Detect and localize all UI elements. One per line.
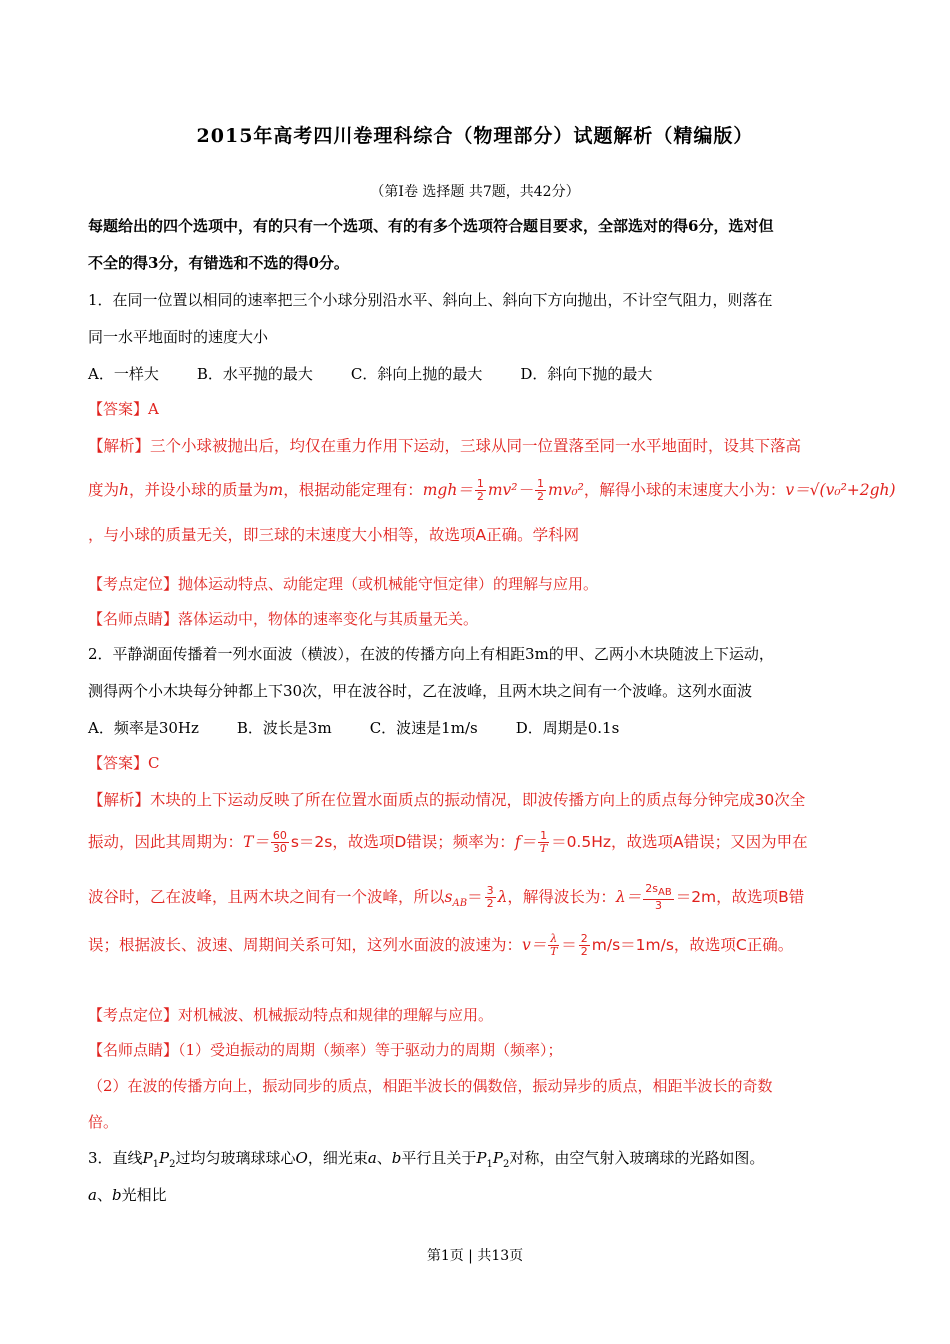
q2-analysis-line-4: 误；根据波长、波速、周期间关系可知，这列水面波的波速为：v＝ $\frac{\lambda}{T}$ ＝ $\frac{2}{2}$ m/s＝1m/s，故选项C正确。 (88, 932, 794, 958)
document-title: 2015年高考四川卷理科综合（物理部分）试题解析（精编版） (196, 125, 754, 147)
instructions-line-2: 不全的得3分，有错选和不选的得0分。 (88, 254, 349, 272)
q1-equation-velocity: v＝√(v₀²+2gh) (785, 481, 896, 499)
q1-analysis-line-3: ，与小球的质量无关，即三球的末速度大小相等，故选项A正确。学科网 (88, 526, 580, 544)
q2-options (88, 718, 870, 738)
q2-analysis-line-1: 【解析】木块的上下运动反映了所在位置水面质点的振动情况，即波传播方向上的质点每分钟完成30次全 (88, 791, 806, 809)
q1-option-c: C．斜向上抛的最大 (350, 365, 483, 383)
q2-option-b: B．波长是3m (236, 719, 332, 737)
q1-option-b: B．水平抛的最大 (196, 365, 313, 383)
q1-equation-energy: mgh＝ (422, 481, 473, 499)
q2-option-d: D．周期是0.1s (515, 719, 620, 737)
q2-answer: 【答案】C (88, 754, 160, 772)
q2-option-c: C．波速是1m/s (369, 719, 478, 737)
instructions-line-1: 每题给出的四个选项中，有的只有一个选项、有的有多个选项符合题目要求，全部选对的得6分，选对但 (88, 217, 774, 235)
q2-analysis-line-3: 波谷时，乙在波峰，且两木块之间有一个波峰，所以$s_{AB}=$ $\frac{3}{2}$ λ，解得波长为：λ＝ $\frac{2s_{AB}}{3}$ ＝2m，故选项B错 (88, 882, 805, 913)
q1-options (88, 364, 870, 384)
q2-knowledge-point: 【考点定位】对机械波、机械振动特点和规律的理解与应用。 (88, 1006, 494, 1024)
q1-knowledge-point: 【考点定位】抛体运动特点、动能定理（或机械能守恒定律）的理解与应用。 (88, 575, 599, 593)
page-footer: 第1页 | 共13页 (426, 1248, 524, 1264)
q2-stem-line-2: 测得两个小木块每分钟都上下30次，甲在波谷时，乙在波峰，且两木块之间有一个波峰。这列水面波 (88, 682, 753, 700)
q1-analysis-line-2: 度为h，并设小球的质量为m，根据动能定理有：mgh＝ $\frac{1}{2}$ mv²－ $\frac{1}{2}$ mv₀²，解得小球的末速度大小为：v＝√(v₀²+2gh) (88, 477, 896, 503)
q1-stem-line-2: 同一水平地面时的速度大小 (88, 328, 269, 346)
q2-teacher-tip-line-2: （2）在波的传播方向上，振动同步的质点，相距半波长的偶数倍，振动异步的质点，相距半波长的奇数 (88, 1077, 773, 1095)
q2-analysis-line-2: 振动，因此其周期为：T＝ $\frac{60}{30}$ s＝2s，故选项D错误；频率为：f＝ $\frac{1}{T}$ ＝0.5Hz，故选项A错误；又因为甲在 (88, 829, 808, 855)
q1-answer: 【答案】A (88, 400, 159, 418)
section-subtitle: （第Ⅰ卷 选择题 共7题，共42分） (370, 184, 580, 200)
q2-teacher-tip-line-1: 【名师点睛】（1）受迫振动的周期（频率）等于驱动力的周期（频率）； (88, 1041, 563, 1059)
q1-stem-line-1: 1．在同一位置以相同的速率把三个小球分别沿水平、斜向上、斜向下方向抛出，不计空气阻力，则落在 (88, 291, 773, 309)
q2-teacher-tip-line-3: 倍。 (88, 1113, 119, 1131)
q3-stem-line-1: 3．直线$P_1P_2$过均匀玻璃球球心O，细光束a、b平行且关于$P_1P_2$对称，由空气射入玻璃球的光路如图。 (88, 1149, 765, 1170)
q1-analysis-line-1: 【解析】三个小球被抛出后，均仅在重力作用下运动，三球从同一位置落至同一水平地面时，设其下落高 (88, 437, 802, 455)
q1-option-d: D．斜向下抛的最大 (520, 365, 653, 383)
q2-option-a: A．频率是30Hz (88, 719, 199, 737)
q1-teacher-tip: 【名师点睛】落体运动中，物体的速率变化与其质量无关。 (88, 610, 479, 628)
q2-stem-line-1: 2．平静湖面传播着一列水面波（横波），在波的传播方向上有相距3m的甲、乙两小木块随波上下运动， (88, 645, 774, 663)
q3-stem-line-2: a、b光相比 (88, 1186, 167, 1204)
q1-option-a: A．一样大 (88, 365, 159, 383)
